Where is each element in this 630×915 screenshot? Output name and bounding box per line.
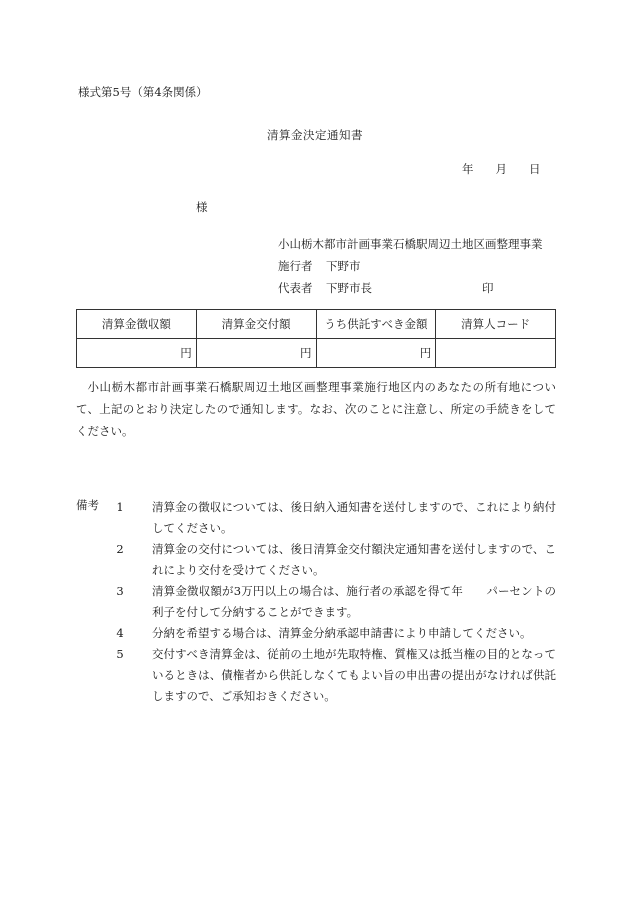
representative-label: 代表者 — [278, 281, 313, 295]
remark-text: 清算金の交付については、後日清算金交付額決定通知書を送付しますので、これにより交付を受けてください。 — [152, 542, 556, 577]
remark-number: 5 — [116, 647, 124, 661]
delivery-amount-cell: 円 — [196, 339, 316, 368]
remark-number: 4 — [116, 626, 124, 640]
remark-item — [112, 497, 556, 539]
settlement-amount-table — [76, 309, 556, 368]
seal-mark: 印 — [482, 281, 494, 295]
executor-label: 施行者 — [278, 259, 313, 273]
issuer-executor-row — [278, 255, 543, 277]
remark-text: 清算金徴収額が3万円以上の場合は、施行者の承認を得て年 パーセントの利子を付して分納することができます。 — [152, 584, 556, 619]
remark-number: 1 — [116, 500, 124, 514]
table-value-row — [77, 339, 556, 368]
remark-text: 分納を希望する場合は、清算金分納承認申請書により申請してください。 — [152, 626, 532, 640]
header-deposit-amount: うち供託すべき金額 — [316, 310, 436, 339]
form-number: 様式第5号（第4条関係） — [78, 85, 208, 99]
remark-text: 交付すべき清算金は、従前の土地が先取特権、質権又は抵当権の目的となっているときは、債権者から供託しなくてもよい旨の申出書の提出がなければ供託しますので、ご承知おきください。 — [152, 647, 556, 703]
remark-text: 清算金の徴収については、後日納入通知書を送付しますので、これにより納付してください。 — [152, 500, 556, 535]
date-month-label: 月 — [495, 162, 507, 176]
remark-item — [112, 623, 556, 644]
issuer-block — [278, 233, 543, 299]
deposit-amount-cell: 円 — [316, 339, 436, 368]
header-settlement-code: 清算人コード — [436, 310, 556, 339]
issuer-project: 小山栃木都市計画事業石橋駅周辺土地区画整理事業 — [278, 237, 543, 251]
remark-item — [112, 644, 556, 707]
header-delivery-amount: 清算金交付額 — [196, 310, 316, 339]
header-collection-amount: 清算金徴収額 — [77, 310, 197, 339]
remark-number: 3 — [116, 584, 124, 598]
collection-amount-cell: 円 — [77, 339, 197, 368]
remarks-label: 備考 — [76, 498, 99, 512]
document-title: 清算金決定通知書 — [267, 128, 363, 142]
remarks-list — [112, 497, 556, 707]
remark-number: 2 — [116, 542, 124, 556]
issuer-representative-row — [278, 277, 543, 299]
date-year-label: 年 — [462, 162, 474, 176]
remark-item — [112, 581, 556, 623]
date-day-label: 日 — [529, 162, 541, 176]
date-line — [462, 161, 541, 177]
remark-item — [112, 539, 556, 581]
table-header-row — [77, 310, 556, 339]
executor-value: 下野市 — [326, 259, 361, 273]
notice-body: 小山栃木都市計画事業石橋駅周辺土地区画整理事業施行地区内のあなたの所有地について、上記のとおり決定したので通知します。なお、次のことに注意し、所定の手続きをしてください。 — [76, 380, 556, 438]
representative-value: 下野市長 — [326, 281, 372, 295]
settlement-code-cell — [436, 339, 556, 368]
addressee-suffix: 様 — [196, 200, 208, 214]
